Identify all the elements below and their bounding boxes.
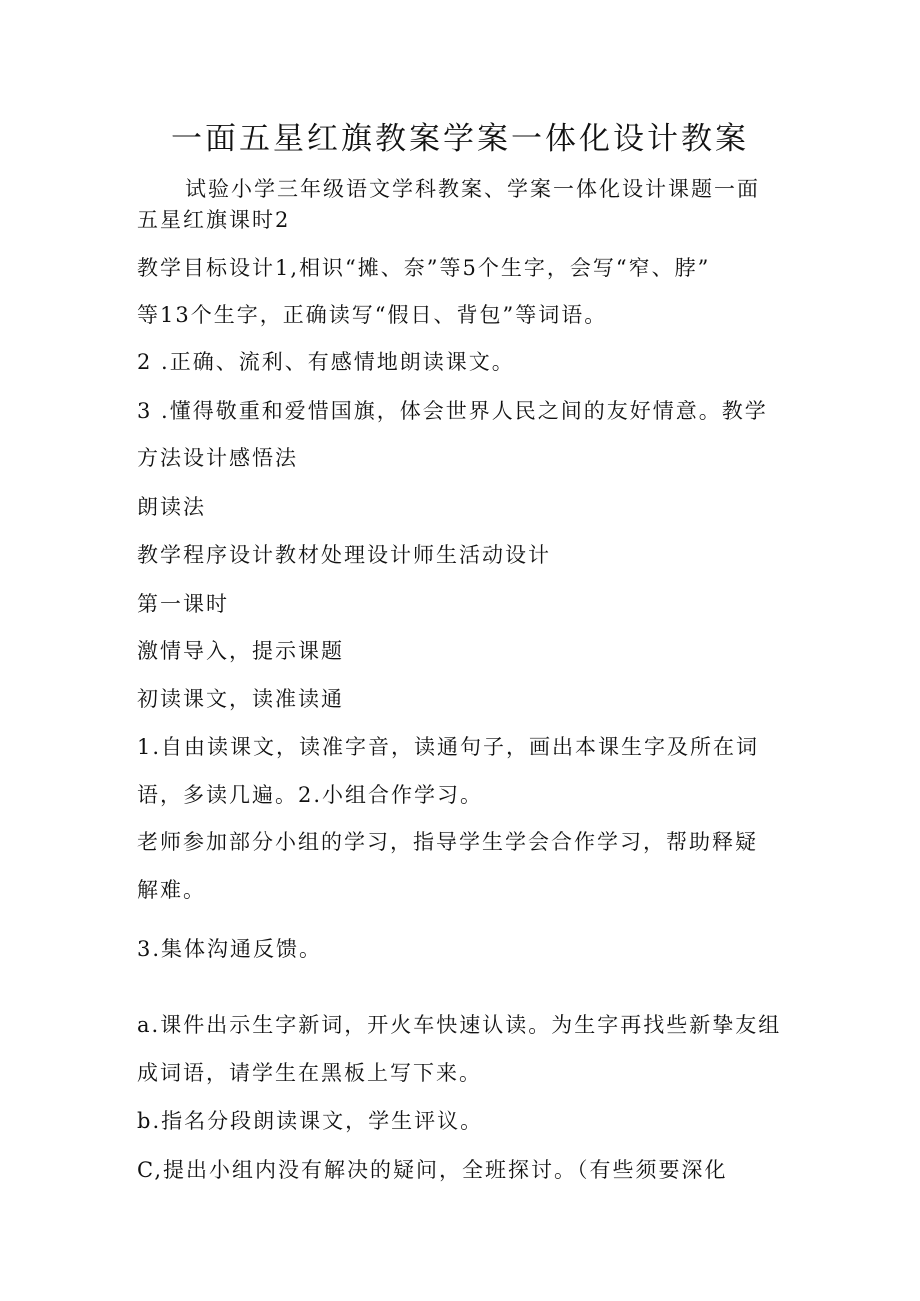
body-line-1: 试验小学三年级语文学科教案、学案一体化设计课题一面 xyxy=(185,177,760,201)
body-line-18: a.课件出示生字新词，开火车快速认读。为生字再找些新挚友组 xyxy=(137,1013,782,1037)
body-line-13: 1.自由读课文，读准字音，读通句子，画出本课生字及所在词 xyxy=(137,735,760,759)
body-line-14: 语，多读几遍。2.小组合作学习。 xyxy=(137,783,484,807)
body-line-4: 等13个生字，正确读写“假日、背包”等词语。 xyxy=(137,303,608,327)
body-line-9: 教学程序设计教材处理设计师生活动设计 xyxy=(137,543,551,567)
body-line-21: C,提出小组内没有解决的疑问，全班探讨。（有些须要深化 xyxy=(137,1158,728,1182)
body-line-19: 成词语，请学生在黑板上写下来。 xyxy=(137,1061,482,1085)
body-line-3: 教学目标设计1,相识“摊、奈”等5个生字，会写“窄、脖” xyxy=(137,256,711,280)
body-line-10: 第一课时 xyxy=(137,592,229,616)
body-line-5: 2 .正确、流利、有感情地朗读课文。 xyxy=(137,350,515,374)
document-title: 一面五星红旗教案学案一体化设计教案 xyxy=(171,121,749,157)
body-line-16: 解难。 xyxy=(137,878,206,902)
body-line-15: 老师参加部分小组的学习，指导学生学会合作学习，帮助释疑 xyxy=(137,830,758,854)
body-line-2: 五星红旗课时2 xyxy=(137,208,291,232)
body-line-6: 3 .懂得敬重和爱惜国旗，体会世界人民之间的友好情意。教学 xyxy=(137,399,768,423)
body-line-11: 激情导入，提示课题 xyxy=(137,639,344,663)
body-line-17: 3.集体沟通反馈。 xyxy=(137,937,323,961)
body-line-7: 方法设计感悟法 xyxy=(137,446,298,470)
body-line-20: b.指名分段朗读课文，学生评议。 xyxy=(137,1109,484,1133)
body-line-8: 朗读法 xyxy=(137,495,206,519)
body-line-12: 初读课文，读准读通 xyxy=(137,687,344,711)
